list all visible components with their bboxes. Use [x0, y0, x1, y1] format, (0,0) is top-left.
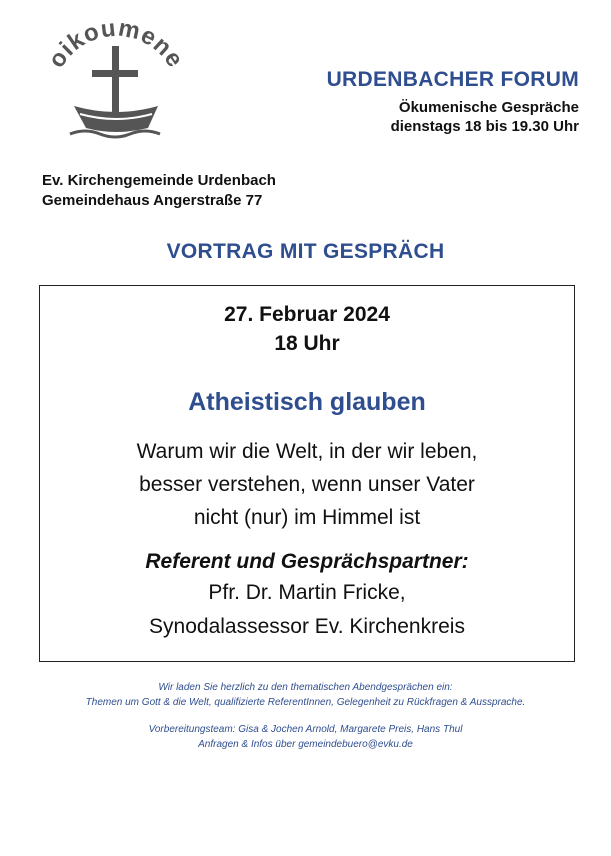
forum-schedule: dienstags 18 bis 19.30 Uhr	[390, 118, 579, 135]
page-headline: VORTRAG MIT GESPRÄCH	[166, 240, 445, 263]
speaker-label: Referent und Gesprächspartner:	[145, 550, 469, 573]
footer-notes	[0, 680, 611, 752]
parish-info	[42, 171, 276, 211]
svg-text:oikoumene: oikoumene	[43, 18, 189, 73]
footer-contact: Anfragen & Infos über gemeindebuero@evku.de	[198, 739, 413, 750]
oikoumene-boat-cross-icon	[40, 18, 190, 148]
footer-team: Vorbereitungsteam: Gisa & Jochen Arnold, Margarete Preis, Hans Thul	[148, 724, 463, 735]
forum-title: URDENBACHER FORUM	[326, 68, 579, 91]
forum-subtitle: Ökumenische Gespräche	[398, 99, 579, 116]
description-line: nicht (nur) im Himmel ist	[193, 506, 421, 529]
oikoumene-logo	[40, 18, 190, 148]
event-box	[39, 285, 575, 662]
parish-address: Gemeindehaus Angerstraße 77	[42, 192, 263, 209]
event-topic: Atheistisch glauben	[188, 388, 426, 416]
event-description	[40, 435, 574, 534]
speaker-name: Pfr. Dr. Martin Fricke,	[208, 581, 406, 604]
forum-header	[327, 68, 579, 136]
description-line: Warum wir die Welt, in der wir leben,	[136, 440, 478, 463]
footer-invitation: Wir laden Sie herzlich zu den thematischen Abendgesprächen ein:	[158, 682, 453, 693]
event-date: 27. Februar 2024	[224, 303, 390, 326]
footer-topics: Themen um Gott & die Welt, qualifizierte ReferentInnen, Gelegenheit zu Rückfragen & Aussprache.	[85, 697, 526, 708]
speaker-role: Synodalassessor Ev. Kirchenkreis	[149, 615, 465, 638]
event-datetime	[40, 300, 574, 358]
description-line: besser verstehen, wenn unser Vater	[139, 473, 475, 496]
event-time: 18 Uhr	[274, 332, 340, 355]
parish-name: Ev. Kirchengemeinde Urdenbach	[42, 172, 276, 189]
